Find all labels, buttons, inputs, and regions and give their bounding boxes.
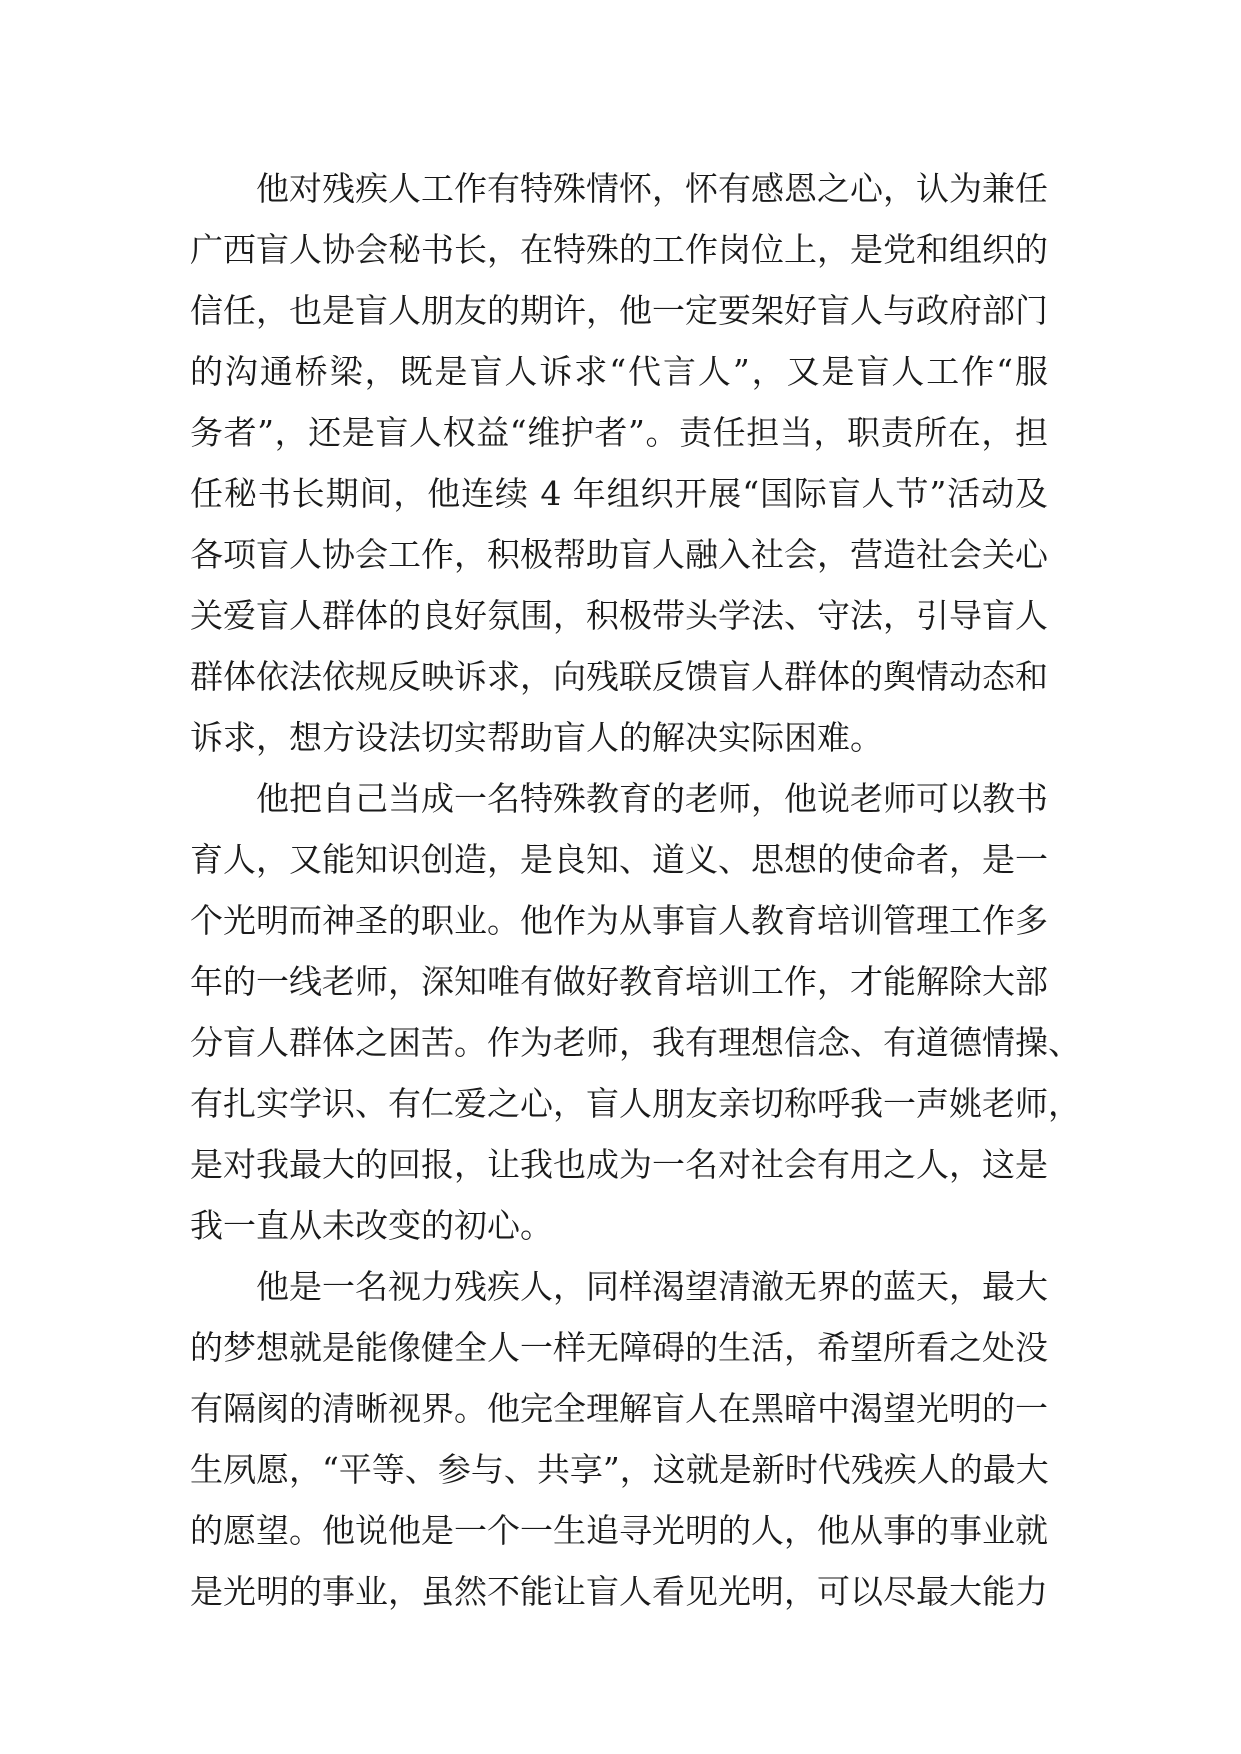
text-line: 有扎实学识、有仁爱之心，盲人朋友亲切称呼我一声姚老师， (190, 1084, 1081, 1123)
paragraph (190, 158, 1048, 768)
text-line: 关爱盲人群体的良好氛围，积极带头学法、守法，引导盲人 (190, 596, 1048, 635)
text-line: 我一直从未改变的初心。 (190, 1206, 553, 1245)
text-line: 诉求，想方设法切实帮助盲人的解决实际困难。 (190, 718, 883, 757)
text-line: 广西盲人协会秘书长，在特殊的工作岗位上，是党和组织的 (190, 230, 1048, 269)
text-line: 是光明的事业，虽然不能让盲人看见光明，可以尽最大能力 (190, 1572, 1048, 1611)
text-line: 他是一名视力残疾人，同样渴望清澈无界的蓝天，最大 (256, 1267, 1048, 1306)
text-line: 的愿望。他说他是一个一生追寻光明的人，他从事的事业就 (190, 1511, 1048, 1550)
text-line: 的沟通桥梁，既是盲人诉求“代言人”，又是盲人工作“服 (190, 352, 1048, 391)
text-line: 任秘书长期间，他连续 4 年组织开展“国际盲人节”活动及 (190, 474, 1048, 513)
text-line: 育人，又能知识创造，是良知、道义、思想的使命者，是一 (190, 840, 1048, 879)
text-line: 务者”，还是盲人权益“维护者”。责任担当，职责所在，担 (190, 413, 1048, 452)
text-line: 群体依法依规反映诉求，向残联反馈盲人群体的舆情动态和 (190, 657, 1048, 696)
document-body (190, 158, 1081, 1622)
text-line: 的梦想就是能像健全人一样无障碍的生活，希望所看之处没 (190, 1328, 1048, 1367)
text-line: 年的一线老师，深知唯有做好教育培训工作，才能解除大部 (190, 962, 1048, 1001)
text-line: 他把自己当成一名特殊教育的老师，他说老师可以教书 (256, 779, 1048, 818)
text-line: 个光明而神圣的职业。他作为从事盲人教育培训管理工作多 (190, 901, 1048, 940)
text-line: 分盲人群体之困苦。作为老师，我有理想信念、有道德情操、 (190, 1023, 1081, 1062)
text-line: 他对残疾人工作有特殊情怀，怀有感恩之心，认为兼任 (256, 169, 1048, 208)
paragraph (190, 768, 1081, 1256)
text-line: 有隔阂的清晰视界。他完全理解盲人在黑暗中渴望光明的一 (190, 1389, 1048, 1428)
text-line: 信任，也是盲人朋友的期许，他一定要架好盲人与政府部门 (190, 291, 1048, 330)
text-line: 是对我最大的回报，让我也成为一名对社会有用之人，这是 (190, 1145, 1048, 1184)
text-line: 各项盲人协会工作，积极帮助盲人融入社会，营造社会关心 (190, 535, 1048, 574)
text-line: 生夙愿，“平等、参与、共享”，这就是新时代残疾人的最大 (190, 1450, 1049, 1489)
paragraph (190, 1256, 1048, 1622)
